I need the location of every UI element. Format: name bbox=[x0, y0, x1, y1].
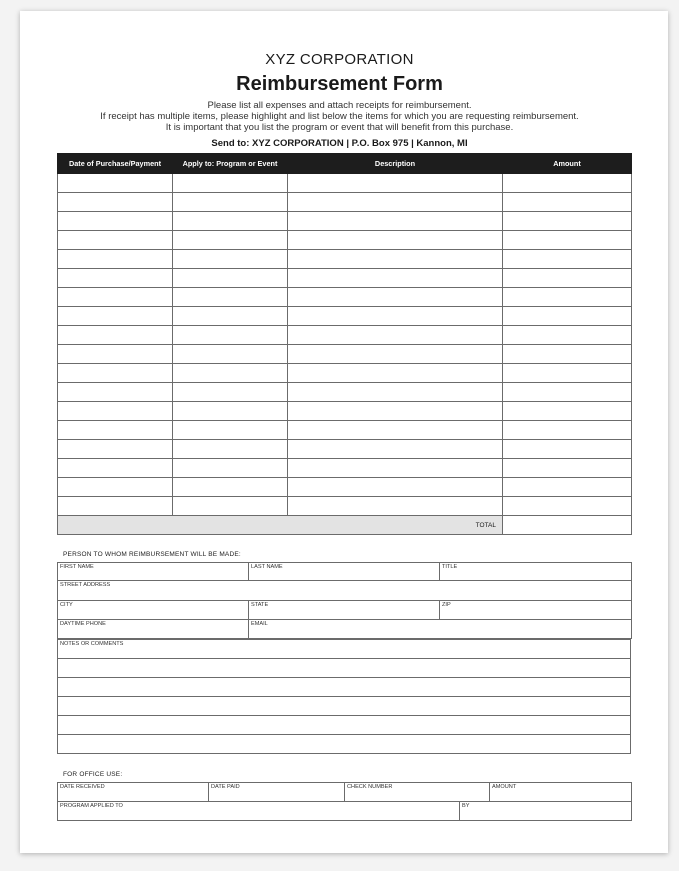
date-field[interactable] bbox=[58, 345, 173, 364]
date-field[interactable] bbox=[58, 212, 173, 231]
program-field[interactable] bbox=[173, 288, 288, 307]
expense-row bbox=[58, 174, 632, 193]
date-field[interactable] bbox=[58, 269, 173, 288]
expense-row bbox=[58, 269, 632, 288]
program-field[interactable] bbox=[173, 326, 288, 345]
expense-row bbox=[58, 402, 632, 421]
description-field[interactable] bbox=[288, 421, 503, 440]
instruction-line-1: Please list all expenses and attach receipts for reimbursement. bbox=[207, 100, 472, 111]
expense-row bbox=[58, 364, 632, 383]
description-field[interactable] bbox=[288, 440, 503, 459]
amount-field[interactable] bbox=[503, 345, 632, 364]
amount-field[interactable] bbox=[503, 307, 632, 326]
date-field[interactable] bbox=[58, 421, 173, 440]
expense-row bbox=[58, 326, 632, 345]
program-field[interactable] bbox=[173, 440, 288, 459]
amount-field[interactable] bbox=[503, 421, 632, 440]
program-field[interactable] bbox=[173, 174, 288, 193]
total-label: TOTAL bbox=[58, 516, 503, 535]
program-field[interactable] bbox=[173, 402, 288, 421]
email-field[interactable]: EMAIL bbox=[249, 620, 632, 639]
amount-field[interactable] bbox=[503, 497, 632, 516]
description-field[interactable] bbox=[288, 193, 503, 212]
description-field[interactable] bbox=[288, 174, 503, 193]
col-description-header: Description bbox=[288, 154, 503, 174]
date-field[interactable] bbox=[58, 174, 173, 193]
expense-row bbox=[58, 478, 632, 497]
description-field[interactable] bbox=[288, 402, 503, 421]
date-received-field[interactable]: DATE RECEIVED bbox=[58, 783, 209, 802]
title-field[interactable]: TITLE bbox=[440, 563, 632, 581]
notes-table bbox=[57, 639, 631, 754]
form-title: Reimbursement Form bbox=[236, 73, 443, 95]
date-paid-field[interactable]: DATE PAID bbox=[209, 783, 345, 802]
amount-field[interactable] bbox=[503, 193, 632, 212]
street-address-field[interactable]: STREET ADDRESS bbox=[58, 581, 632, 601]
date-field[interactable] bbox=[58, 402, 173, 421]
description-field[interactable] bbox=[288, 345, 503, 364]
program-field[interactable] bbox=[173, 459, 288, 478]
amount-field[interactable] bbox=[503, 231, 632, 250]
date-field[interactable] bbox=[58, 364, 173, 383]
date-field[interactable] bbox=[58, 459, 173, 478]
col-date-header: Date of Purchase/Payment bbox=[58, 154, 173, 174]
company-name: XYZ CORPORATION bbox=[265, 51, 414, 68]
amount-field[interactable] bbox=[503, 364, 632, 383]
first-name-field[interactable]: FIRST NAME bbox=[58, 563, 249, 581]
col-amount-header: Amount bbox=[503, 154, 632, 174]
expense-row bbox=[58, 383, 632, 402]
by-field[interactable]: BY bbox=[460, 802, 632, 821]
expense-row bbox=[58, 459, 632, 478]
expense-row bbox=[58, 497, 632, 516]
state-field[interactable]: STATE bbox=[249, 601, 440, 620]
notes-line[interactable] bbox=[58, 678, 631, 697]
description-field[interactable] bbox=[288, 459, 503, 478]
amount-field[interactable] bbox=[503, 212, 632, 231]
description-field[interactable] bbox=[288, 288, 503, 307]
program-field[interactable] bbox=[173, 250, 288, 269]
date-field[interactable] bbox=[58, 478, 173, 497]
check-number-field[interactable]: CHECK NUMBER bbox=[345, 783, 490, 802]
description-field[interactable] bbox=[288, 250, 503, 269]
description-field[interactable] bbox=[288, 307, 503, 326]
amount-field[interactable] bbox=[503, 326, 632, 345]
description-field[interactable] bbox=[288, 231, 503, 250]
date-field[interactable] bbox=[58, 440, 173, 459]
notes-line[interactable] bbox=[58, 735, 631, 754]
date-field[interactable] bbox=[58, 288, 173, 307]
amount-field[interactable] bbox=[503, 269, 632, 288]
expense-row bbox=[58, 288, 632, 307]
description-field[interactable] bbox=[288, 212, 503, 231]
program-field[interactable] bbox=[173, 269, 288, 288]
office-table-row1 bbox=[57, 782, 632, 802]
date-field[interactable] bbox=[58, 326, 173, 345]
payee-section-label: PERSON TO WHOM REIMBURSEMENT WILL BE MADE: bbox=[63, 551, 241, 558]
office-table-row2 bbox=[57, 801, 632, 821]
program-field[interactable] bbox=[173, 364, 288, 383]
date-field[interactable] bbox=[58, 231, 173, 250]
date-field[interactable] bbox=[58, 307, 173, 326]
amount-field[interactable] bbox=[503, 174, 632, 193]
program-field[interactable] bbox=[173, 345, 288, 364]
amount-field[interactable] bbox=[503, 440, 632, 459]
description-field[interactable] bbox=[288, 269, 503, 288]
program-field[interactable] bbox=[173, 231, 288, 250]
daytime-phone-field[interactable]: DAYTIME PHONE bbox=[58, 620, 249, 639]
notes-field[interactable]: NOTES OR COMMENTS bbox=[58, 640, 631, 659]
amount-field[interactable] bbox=[503, 459, 632, 478]
expense-row bbox=[58, 250, 632, 269]
expense-row bbox=[58, 307, 632, 326]
program-field[interactable] bbox=[173, 421, 288, 440]
date-field[interactable] bbox=[58, 497, 173, 516]
program-field[interactable] bbox=[173, 307, 288, 326]
office-section-label: FOR OFFICE USE: bbox=[63, 771, 123, 778]
date-field[interactable] bbox=[58, 193, 173, 212]
program-field[interactable] bbox=[173, 212, 288, 231]
expense-header-row bbox=[58, 154, 632, 174]
amount-field[interactable] bbox=[503, 478, 632, 497]
amount-field[interactable] bbox=[503, 383, 632, 402]
description-field[interactable] bbox=[288, 364, 503, 383]
notes-line[interactable] bbox=[58, 716, 631, 735]
date-field[interactable] bbox=[58, 250, 173, 269]
city-field[interactable]: CITY bbox=[58, 601, 249, 620]
program-field[interactable] bbox=[173, 193, 288, 212]
total-row bbox=[58, 516, 632, 535]
send-to-address: Send to: XYZ CORPORATION | P.O. Box 975 | Kannon, MI bbox=[211, 138, 468, 149]
zip-field[interactable]: ZIP bbox=[440, 601, 632, 620]
instruction-line-2: If receipt has multiple items, please highlight and list below the items for which you are requesting reimbursement. bbox=[100, 111, 579, 122]
description-field[interactable] bbox=[288, 383, 503, 402]
amount-field[interactable] bbox=[503, 402, 632, 421]
program-field[interactable] bbox=[173, 497, 288, 516]
payee-name-table bbox=[57, 562, 632, 639]
office-amount-field[interactable]: AMOUNT bbox=[490, 783, 632, 802]
program-field[interactable] bbox=[173, 383, 288, 402]
program-applied-field[interactable]: PROGRAM APPLIED TO bbox=[58, 802, 460, 821]
expense-rows bbox=[58, 174, 632, 516]
description-field[interactable] bbox=[288, 478, 503, 497]
last-name-field[interactable]: LAST NAME bbox=[249, 563, 440, 581]
expense-row bbox=[58, 231, 632, 250]
expense-row bbox=[58, 193, 632, 212]
expense-row bbox=[58, 440, 632, 459]
instruction-line-3: It is important that you list the program or event that will benefit from this purchase. bbox=[165, 122, 514, 133]
expense-row bbox=[58, 212, 632, 231]
total-amount-field[interactable] bbox=[503, 516, 632, 535]
expense-row bbox=[58, 421, 632, 440]
program-field[interactable] bbox=[173, 478, 288, 497]
description-field[interactable] bbox=[288, 326, 503, 345]
expense-table bbox=[57, 153, 632, 535]
col-program-header: Apply to: Program or Event bbox=[173, 154, 288, 174]
notes-line[interactable] bbox=[58, 659, 631, 678]
amount-field[interactable] bbox=[503, 288, 632, 307]
description-field[interactable] bbox=[288, 497, 503, 516]
amount-field[interactable] bbox=[503, 250, 632, 269]
expense-row bbox=[58, 345, 632, 364]
date-field[interactable] bbox=[58, 383, 173, 402]
notes-line[interactable] bbox=[58, 697, 631, 716]
